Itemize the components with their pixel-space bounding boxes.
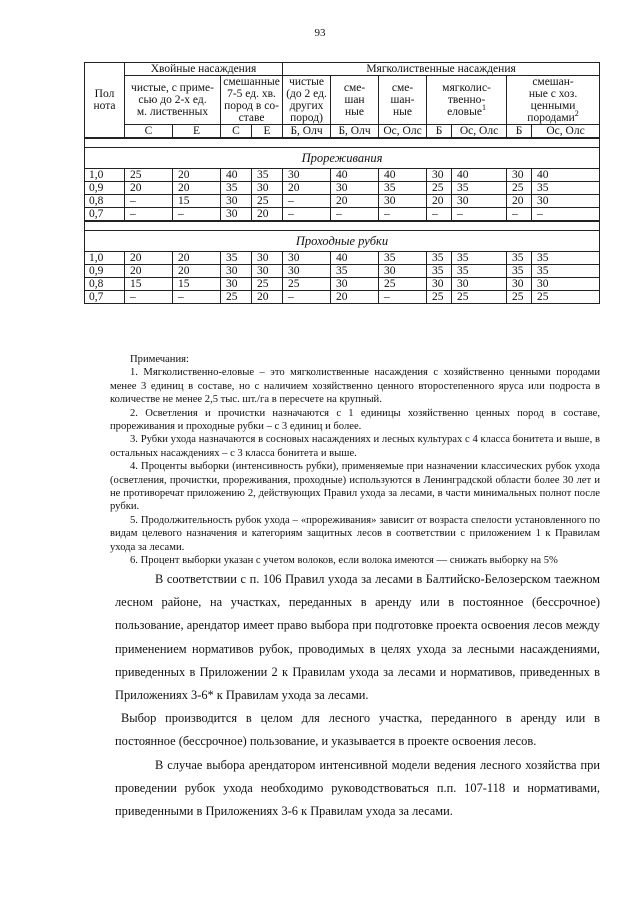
table-cell: 40 [331, 169, 379, 182]
table-cell: – [427, 208, 452, 222]
table-cell: 20 [427, 195, 452, 208]
table-row [85, 278, 600, 291]
species-header: Б [427, 125, 452, 139]
section-title: Прореживания [85, 148, 600, 169]
table-cell: 40 [452, 169, 507, 182]
table-row [85, 252, 600, 265]
table-cell: 15 [173, 278, 221, 291]
table-cell: 25 [452, 291, 507, 304]
table-cell: 30 [252, 265, 283, 278]
table-cell: – [283, 291, 331, 304]
table-cell: 30 [427, 169, 452, 182]
table-cell: 25 [427, 182, 452, 195]
species-header: Е [173, 125, 221, 139]
notes-block [110, 353, 600, 568]
table-cell: 25 [532, 291, 600, 304]
species-header: Б, Олч [283, 125, 331, 139]
table-cell: 25 [125, 169, 173, 182]
footnote-ref-2: 2 [574, 109, 579, 119]
header-conifer-mixed: смешанные 7-5 ед. хв. пород в со- ставе [221, 76, 283, 125]
table-cell: 25 [252, 195, 283, 208]
note-3: 3. Рубки ухода назначаются в сосновых насаждениях и лесных культурах с 4 класса бонитета и выше, в остальных насаждениях – с 3 класса бонитета и выше. [110, 434, 600, 459]
species-header: Ос, Олс [379, 125, 427, 139]
table-cell: 30 [221, 265, 252, 278]
table-cell: – [507, 208, 532, 222]
table-cell: – [379, 208, 427, 222]
table-cell: – [532, 208, 600, 222]
table-cell: 35 [532, 182, 600, 195]
table-cell: 15 [173, 195, 221, 208]
table-cell: 20 [252, 208, 283, 222]
notes-heading: Примечания: [130, 354, 189, 365]
table-cell: – [452, 208, 507, 222]
table-cell: – [331, 208, 379, 222]
note-4: 4. Проценты выборки (интенсивность рубки), применяемые при назначении классических рубок ухода (осветления, прочистки, прореживания, проходные) используются в Ленинградской области более 30 лет и не противоречат приложению 2, действующих Правил ухода за лесами, в части минимальных полнот после рубки. [110, 461, 600, 513]
table-row [85, 195, 600, 208]
table-cell: 35 [532, 252, 600, 265]
table-cell: 40 [221, 169, 252, 182]
row-polnota: 1,0 [85, 252, 125, 265]
note-1: 1. Мягколиственно-еловые – это мягколиственные насаждения с хозяйственно ценными породами менее 3 единиц в составе, но с наличием хозяйственно ценного второстепенного яруса или подроста в количестве не менее 2,5 тыс. шт./га в пересчете на крупный. [110, 367, 600, 406]
table-cell: 35 [452, 265, 507, 278]
footnote-ref-1: 1 [481, 103, 486, 113]
table-cell: 30 [331, 278, 379, 291]
table-cell: 20 [252, 291, 283, 304]
table-cell: 35 [379, 182, 427, 195]
table-cell: – [173, 208, 221, 222]
table-cell: 20 [173, 252, 221, 265]
table-cell: 30 [252, 252, 283, 265]
table-cell: 35 [221, 182, 252, 195]
table-cell: 40 [331, 252, 379, 265]
table-cell: 25 [427, 291, 452, 304]
header-soft-clean: чистые (до 2 ед. других пород) [283, 76, 331, 125]
table-cell: 30 [283, 252, 331, 265]
section-gap [85, 138, 600, 148]
page-number: 93 [314, 27, 326, 39]
header-soft-mix2: сме- шан- ные [379, 76, 427, 125]
table-cell: 35 [379, 252, 427, 265]
species-header: Ос, Олс [452, 125, 507, 139]
table-cell: – [125, 208, 173, 222]
table-cell: 25 [507, 291, 532, 304]
species-header: С [125, 125, 173, 139]
note-5: 5. Продолжительность рубок ухода – «прореживания» зависит от возраста спелости установленного по видам целевого назначения и категориям защитных лесов в соответствии с приложением 1 к Правилам ухода за лесами. [110, 514, 600, 553]
body-paragraph-3: В случае выбора арендатором интенсивной модели ведения лесного хозяйства при проведении рубок ухода необходимо руководствоваться п.п. 107-118 и нормативами, приведенными в Приложениях 3-6 к Правилам ухода за лесами. [115, 757, 600, 819]
table-cell: 35 [452, 252, 507, 265]
table-cell: 15 [125, 278, 173, 291]
table-cell: – [379, 291, 427, 304]
row-polnota: 0,9 [85, 182, 125, 195]
table-cell: 25 [507, 182, 532, 195]
section-gap [85, 221, 600, 231]
header-group-conifer: Хвойные насаждения [125, 63, 283, 76]
table-cell: 30 [452, 278, 507, 291]
table-cell: 30 [221, 195, 252, 208]
table-cell: 30 [452, 195, 507, 208]
table-cell: 35 [452, 182, 507, 195]
table-row [85, 169, 600, 182]
table-cell: 30 [532, 278, 600, 291]
row-polnota: 0,9 [85, 265, 125, 278]
table-cell: 30 [283, 169, 331, 182]
header-soft-valuable [507, 76, 600, 125]
table-cell: 30 [252, 182, 283, 195]
table-cell: – [283, 208, 331, 222]
table-cell: 20 [173, 169, 221, 182]
header-group-soft: Мягколиственные насаждения [283, 63, 600, 76]
table-cell: 30 [379, 265, 427, 278]
species-header: Е [252, 125, 283, 139]
table-cell: 30 [221, 208, 252, 222]
header-soft-spruce-text: мягколис- твенно- еловые [442, 82, 491, 118]
note-2: 2. Осветления и прочистки назначаются с 1 единицы хозяйственно ценных пород в составе, прореживания и проходные рубки – с 3 единиц и более. [110, 407, 600, 433]
table-cell: 40 [379, 169, 427, 182]
header-soft-valuable-text: смешан- ные с хоз. ценными породами [527, 76, 578, 124]
species-header: Ос, Олс [532, 125, 600, 139]
table-cell: – [125, 195, 173, 208]
table-row [85, 208, 600, 222]
table-cell: 25 [221, 291, 252, 304]
table-cell: 30 [507, 278, 532, 291]
table-cell: 25 [379, 278, 427, 291]
table-cell: 20 [173, 182, 221, 195]
table-cell: 20 [507, 195, 532, 208]
table-cell: 30 [331, 182, 379, 195]
row-polnota: 0,7 [85, 208, 125, 222]
header-soft-mix1: сме- шан ные [331, 76, 379, 125]
table-cell: 25 [252, 278, 283, 291]
table-cell: 30 [379, 195, 427, 208]
table-cell: 35 [252, 169, 283, 182]
table-cell: 20 [125, 265, 173, 278]
table-cell: 35 [427, 252, 452, 265]
header-polnota: Пол нота [85, 63, 125, 139]
table-cell: 30 [427, 278, 452, 291]
table-cell: 25 [283, 278, 331, 291]
table-cell: 20 [331, 291, 379, 304]
row-polnota: 1,0 [85, 169, 125, 182]
table-cell: 20 [331, 195, 379, 208]
species-header: С [221, 125, 252, 139]
table-cell: 35 [221, 252, 252, 265]
body-paragraph-1: В соответствии с п. 106 Правил ухода за лесами в Балтийско-Белозерском таежном лесном районе, на участках, переданных в аренду или в постоянное (бессрочное) пользование, арендатор имеет право выбора при подготовке проекта освоения лесов между применением нормативов рубок, проводимых в целях ухода за лесными насаждениями, приведенных в Приложении 2 к Правилам ухода за лесами и нормативов, приведенных в Приложениях 3-6* к Правилам ухода за лесами. [115, 572, 600, 703]
note-6: 6. Процент выборки указан с учетом волоков, если волока имеются — снижать выборку на 5% [130, 555, 558, 567]
header-soft-spruce [427, 76, 507, 125]
table-cell: 20 [173, 265, 221, 278]
species-header: Б, Олч [331, 125, 379, 139]
table-row [85, 265, 600, 278]
row-polnota: 0,7 [85, 291, 125, 304]
header-conifer-clean: чистые, с приме- сью до 2-х ед. м. лиственных [125, 76, 221, 125]
table-cell: 35 [331, 265, 379, 278]
species-header: Б [507, 125, 532, 139]
table-cell: 35 [427, 265, 452, 278]
table-cell: 30 [283, 265, 331, 278]
table-cell: 20 [125, 182, 173, 195]
table-cell: 30 [221, 278, 252, 291]
table-cell: – [173, 291, 221, 304]
row-polnota: 0,8 [85, 278, 125, 291]
section-title: Проходные рубки [85, 231, 600, 252]
table-cell: 20 [125, 252, 173, 265]
table-cell: – [283, 195, 331, 208]
body-text [115, 568, 600, 823]
table-cell: – [125, 291, 173, 304]
table-cell: 30 [507, 169, 532, 182]
table-cell: 40 [532, 169, 600, 182]
table-row [85, 291, 600, 304]
table-cell: 35 [532, 265, 600, 278]
row-polnota: 0,8 [85, 195, 125, 208]
table-cell: 35 [507, 265, 532, 278]
table-cell: 20 [283, 182, 331, 195]
table-cell: 30 [532, 195, 600, 208]
table-cell: 35 [507, 252, 532, 265]
body-paragraph-2: Выбор производится в целом для лесного участка, переданного в аренду или в постоянное (бессрочное) пользование, и указывается в проекте освоения лесов. [115, 711, 600, 749]
thinning-norms-table [84, 62, 600, 304]
table-row [85, 182, 600, 195]
